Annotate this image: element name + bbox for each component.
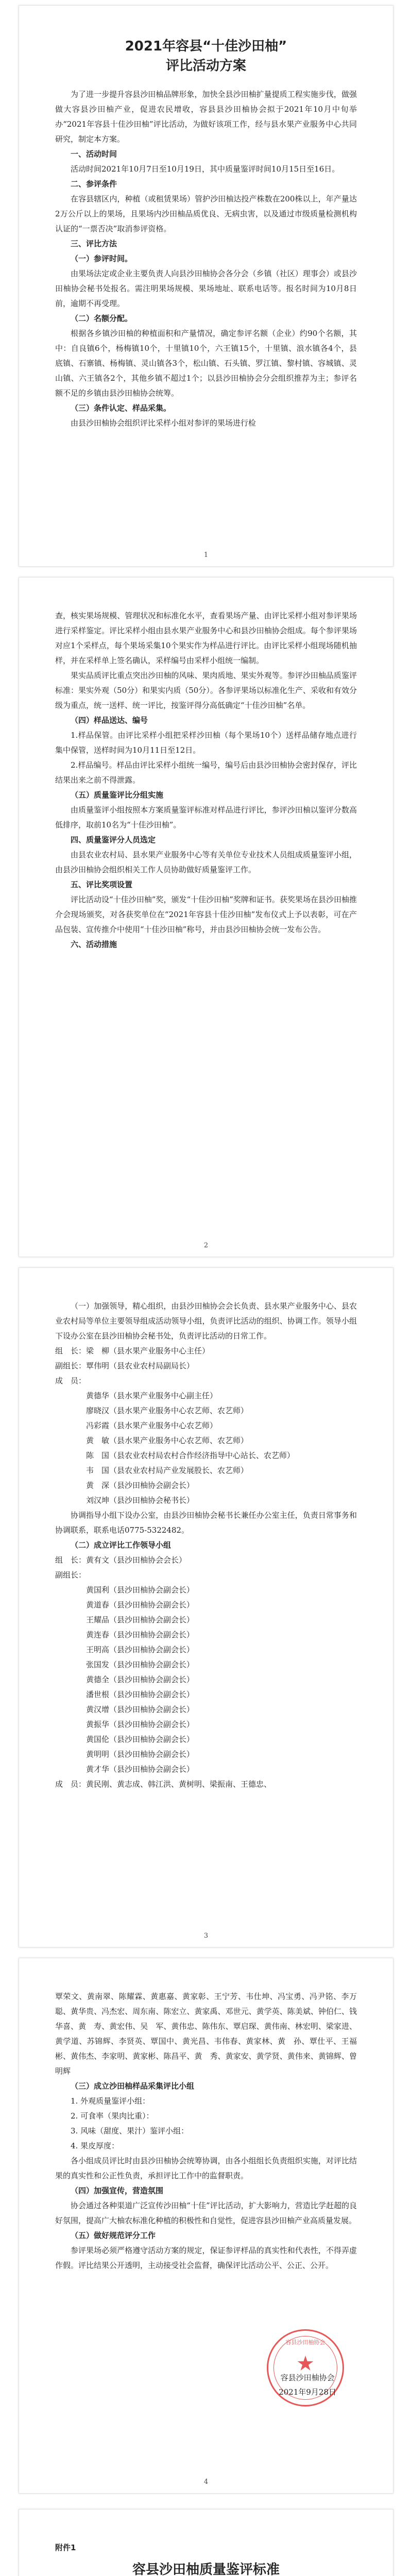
page4-group-2: 2. 可食率（果肉比重）： [71,2111,154,2121]
page-number: 2 [203,1242,209,1249]
section-2-heading: 二、参评条件 [71,179,117,189]
section-5-heading: 五、评比奖项设置 [71,880,133,889]
list-item: 刘汉坤（县沙田柚协会秘书长） [86,1496,195,1505]
list-item: 黄 深（县沙田柚协会副会长） [86,1481,195,1490]
section-4-body: 由县农业农村局、县水果产业服务中心等有关单位专业技术人员组成质量鉴评小组，由县沙田柚协会组织相关工作人员协助做好质量鉴评工作。 [55,850,357,874]
vice-leader-label: 副组长： [55,1361,87,1370]
document-page-1 [19,5,393,567]
signature-org: 容县沙田柚协会 [280,2373,335,2382]
list-item: 黄汉增（县沙田柚协会副会长） [86,1705,195,1714]
page4-group-note: 各小组成员评比时由县沙田柚协会统筹协调，由各小组组长负责组织实施，对评比结果的真实性和公正性负责，承担评比工作中的监督职责。 [55,2156,357,2180]
section-1-heading: 一、活动时间 [71,149,117,159]
section-3-sub4-body-2: 2.样品编号。样品由评比采样小组统一编号，编号后由县沙田柚协会密封保存，评比结果出来之前不得泄露。 [55,760,357,785]
page3-subheading: （二）成立评比工作领导小组 [71,1540,171,1550]
members-list [55,1388,357,1508]
section-1-body: 活动时间2021年10月7日至10月19日，其中质量鉴评时间10月15日至16日。 [71,164,340,174]
signature-date: 2021年9月28日 [279,2387,336,2397]
list-item: 韦 国（县农业农村局产业发展股长、农艺师） [86,1466,249,1475]
list-item: 冯彩霞（县水果产业服务中心农艺师） [86,1421,218,1430]
group-vice-label: 副组长： [55,1570,87,1580]
document-page-4 [19,1958,393,2494]
annex-title: 容县沙田柚质量鉴评标准 [132,2562,280,2576]
list-item: 廖晓汉（县水果产业服务中心农艺师、农艺师） [86,1406,249,1415]
section-3-sub3: （三）条件认定、样品采集。 [71,403,171,413]
section-3-sub3-body: 由县沙田柚协会组织评比采样小组对参评的果场进行检 [71,418,256,428]
page2-text-2: 果实品质评比重点突出沙田柚的风味、果肉质地、果实外观等。参评沙田柚品质鉴评标准：果实外观（50分）和果实内质（50分）。各参评果场以标准化生产、采收和有效分级为重点，统一送样、统一评比，按鉴评得分高低确定“十佳沙田柚”名单。 [55,671,357,710]
list-item: 张国发（县沙田柚协会副会长） [86,1660,195,1669]
list-item: 黄明明（县沙田柚协会副会长） [86,1750,195,1759]
list-item: 陈 国（县农业农村局农村合作经济指导中心站长、农艺师） [86,1451,295,1460]
page4-members: 覃荣文、黄南翠、陈耀霖、黄惠嘉、黄家彰、王宁芳、韦仕坤、冯宝勇、冯尹铭、李万聪、黄华贵、冯杰宏、周东南、陈宏立、黄家禹、邓世元、黄学英、陈美斌、钟伯仁、钱华喜、黄 寿、黄宏伟、吴 军、黄伟忠、陈伟东、覃启琛、黄伟南、林宏明、梁家进、黄学道、苏锦辉、李贤英、覃国中、黄光昌、韦伟春、黄家林、黄 孙、覃仕平、王福彬、黄伟杰、李家明、黄家彬、陈昌平、黄 秀、黄家安、黄学贤、黄伟来、黄锦辉、曾明辉 [55,1992,357,2076]
intro-paragraph: 为了进一步提升容县沙田柚品牌形象，加快全县沙田柚扩量提质工程实施步伐，做强做大容县沙田柚产业，促进农民增收，容县县沙田柚协会拟于2021年10月中旬举办“2021年容县十佳沙田柚”评比活动，为做好该项工作，经与县水果产业服务中心共同研究，制定本方案。 [55,90,357,144]
page4-group-3: 3. 风味（甜度、果汁）鉴评小组： [71,2126,189,2136]
list-item: 王明高（县沙田柚协会副会长） [86,1645,195,1654]
section-3-sub4: （四）样品送达、编号 [71,716,148,725]
section-3-sub5-body: 由质量鉴评小组按照本方案质量鉴评标准对样品进行评比，参评沙田柚以鉴评分数高低排序，取前10名为“十佳沙田柚”。 [55,805,357,829]
section-3-sub2: （二）名额分配。 [71,314,133,323]
section-4-heading: 四、质量鉴评分人员选定 [71,835,156,844]
group-members-line: 成 员：黄民刚、黄志成、韩江洪、黄树明、梁振南、王德忠、 [55,1780,272,1789]
signature-block [279,2370,336,2399]
list-item: 黄德华（县水果产业服务中心副主任） [86,1391,218,1400]
document-page-5 [19,2509,393,2576]
section-2-body: 在容县辖区内，种植（或租赁果场）管护沙田柚达投产株数在200株以上，年产量达2万公斤以上的果场，且果场内沙田柚品质优良、无病虫害，以及通过市级质量检测机构认证的“一票否决”取消参评资格。 [55,194,357,233]
section-3-sub5: （五）质量鉴评比分组实施 [71,790,164,800]
list-item: 黄国伦（县沙田柚协会副会长） [86,1735,195,1744]
page4-subheading-5: （五）做好规范评分工作 [71,2231,156,2240]
doc-title-line1: 2021年容县“十佳沙田柚” [125,39,287,54]
members-heading: 成 员： [55,1376,87,1385]
list-item: 黄才华（县沙田柚协会副会长） [86,1765,195,1774]
vice-leader-line [55,1359,357,1374]
page-number: 4 [203,2478,209,2486]
page-number: 1 [203,551,209,559]
vice-list [55,1583,357,1777]
document-page-3 [19,1267,393,1947]
document-page-2 [19,577,393,1257]
page3-text-1: （一）加强领导，精心组织，由县沙田柚协会会长负责、县水果产业服务中心、县农业农村局等单位主要领导组成活动领导小组，负责评比活动的组织、协调工作。领导小组下设办公室在县沙田柚协会秘书处，负责评比活动的日常工作。 [55,1301,357,1341]
list-item: 黄德全（县沙田柚协会副会长） [86,1675,195,1684]
section-3-sub4-body: 1.样品保管。由评比采样小组把采样沙田柚（每个果场10个）送样品储存地点进行集中保管，送样时间为10月11日至12日。 [55,731,357,755]
doc-title-line2: 评比活动方案 [165,58,246,74]
seal-star-icon: ★ [296,2352,315,2376]
section-3-sub1-body: 由果场法定或企业主要负责人向县沙田柚协会各分会（乡镇（社区）理事会）或县沙田柚协会秘书处报名。需注明果场规模、果场地址、联系电话等。报名时间为10月8日前，逾期不再受理。 [55,269,357,308]
page3-office-note: 协调指导小组下设办公室，由县沙田柚协会秘书长兼任办公室主任，负责日常事务和协调联系，联系电话0775-5322482。 [55,1511,357,1535]
section-6-heading: 六、活动措施 [71,940,117,949]
page4-group-4: 4. 果皮厚度： [71,2141,119,2150]
section-3-heading: 三、评比方法 [71,239,117,248]
leader-label: 组 长： [55,1346,87,1355]
seal-text: 容县沙田柚协会 [285,2339,325,2346]
group-leader-line: 组 长：黄有文（县沙田柚协会会长） [55,1555,187,1565]
list-item: 黄道春（县沙田柚协会副会长） [86,1600,195,1609]
list-item: 黄 敏（县水果产业服务中心农艺师、农艺师） [86,1436,249,1445]
page2-text-1: 查，核实果场规模、管理状况和标准化水平，查看果场产量、由评比采样小组对参评果场进行采样鉴定。评比采样小组由县水果产业服务中心和县沙田柚协会组成。每个参评果场对应1个采样点，每个果场采集10个果实作为样品进行评比。由评比采样小组现场随机抽样，并在采样单上签名确认，采样编号由采样小组统一编制。 [55,611,357,665]
page4-subheading-4: （四）加强宣传，营造氛围 [71,2186,164,2195]
annex-label: 附件1 [55,2543,76,2552]
page4-publicity: 协会通过各种渠道广泛宣传沙田柚“十佳”评比活动，扩大影响力，营造比学赶超的良好氛围，提高广大柚农标准化种植的积极性和自觉性，促进容县沙田柚产业高质量发展。 [55,2201,357,2225]
page4-scoring: 参评果场必须严格遵守活动方案的规定，保证参评样品的真实性和代表性，不得弄虚作假。评比结果公开透明，主动接受社会监督，确保评比活动公平、公正、公开。 [55,2246,357,2270]
list-item: 王耀品（县沙田柚协会副会长） [86,1615,195,1624]
page-number: 3 [203,1932,209,1940]
list-item: 黄振华（县沙田柚协会副会长） [86,1720,195,1729]
section-3-sub1: （一）参评时间。 [71,254,133,263]
section-5-body: 评比活动设“十佳沙田柚”奖，颁发“十佳沙田柚”奖牌和证书。获奖果场在县沙田柚推介会现场颁奖，对各获奖单位在“2021年容县十佳沙田柚”发布仪式上予以表彰，可在产品包装、宣传推介中使用“十佳沙田柚”称号，并由县沙田柚协会统一发布公告。 [55,895,357,934]
list-item: 黄连春（县沙田柚协会副会长） [86,1630,195,1639]
page4-group-1: 1. 外观质量鉴评小组： [71,2096,150,2106]
vice-leader-name: 覃伟明（县农业农村局副局长） [86,1361,195,1370]
leader-line [55,1344,357,1359]
page4-subheading-3: （三）成立沙田柚样品采集评比小组 [71,2081,195,2091]
section-3-sub2-body: 根据各乡镇沙田柚的种植面积和产量情况，确定参评名额（企业）约90个名额，其中：自良镇6个，杨梅镇10个，十里镇10个，六王镇15个，十里镇、浪水镇各4个，县底镇、石寨镇、杨梅镇、灵山镇各3个，松山镇、石头镇、罗江镇、黎村镇、容城镇、灵山镇、六王镇各2个，其他乡镇不超过1个；以县沙田柚协会分会组织推荐为主；参评名额不足的乡镇由县沙田柚协会统筹。 [55,329,357,398]
list-item: 潘世根（县沙田柚协会副会长） [86,1690,195,1699]
leader-name: 梁 柳（县水果产业服务中心主任） [86,1346,210,1355]
list-item: 黄国利（县沙田柚协会副会长） [86,1585,195,1595]
